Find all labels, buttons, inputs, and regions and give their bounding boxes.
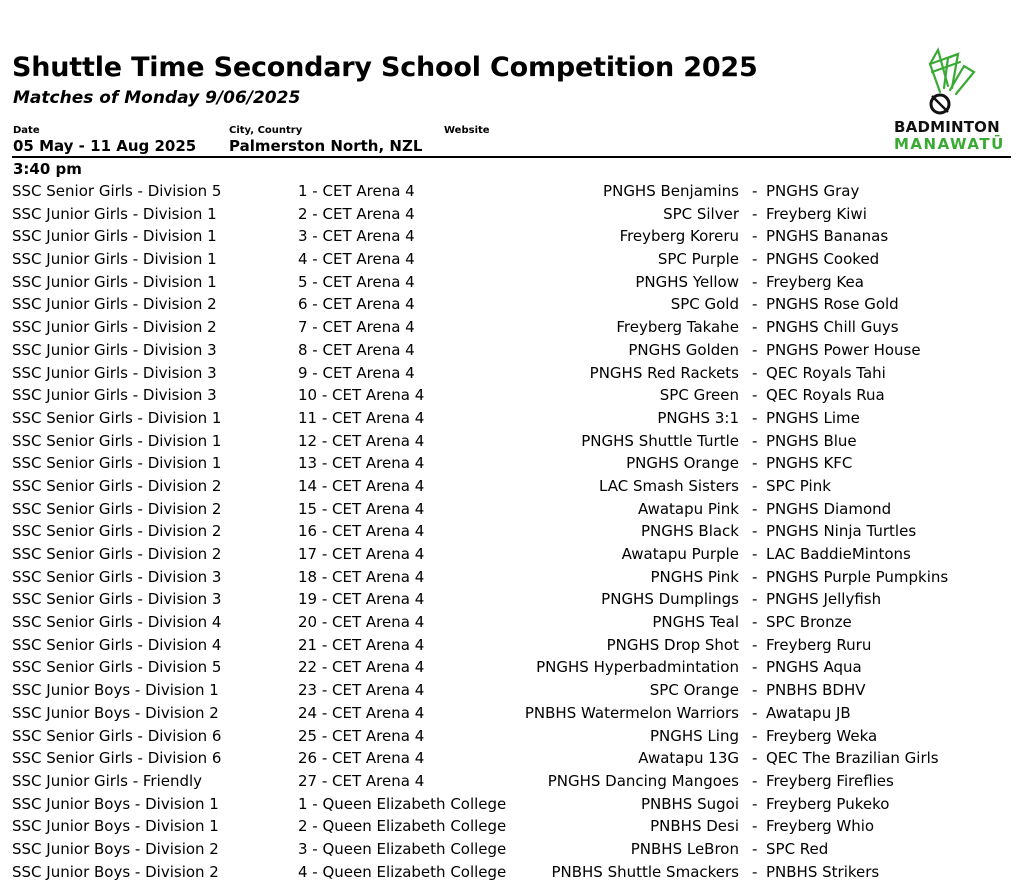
match-row — [0, 543, 1018, 566]
match-team1: PNGHS 3:1 — [657, 408, 739, 427]
match-team1: PNBHS Sugoi — [640, 794, 739, 813]
match-team1: SPC Gold — [670, 295, 739, 314]
match-separator: - — [752, 839, 758, 858]
match-separator: - — [752, 703, 758, 722]
match-team2: PNGHS Aqua — [766, 658, 862, 677]
match-team2: PNGHS Power House — [766, 340, 921, 359]
match-row — [0, 248, 1018, 271]
match-event: SSC Junior Boys - Division 2 — [12, 839, 219, 858]
match-row — [0, 793, 1018, 816]
match-court: 20 - CET Arena 4 — [298, 613, 425, 632]
match-event: SSC Senior Girls - Division 5 — [12, 182, 222, 200]
match-separator: - — [752, 386, 758, 405]
match-separator: - — [752, 204, 758, 223]
match-separator: - — [752, 408, 758, 427]
match-team1: PNGHS Orange — [626, 454, 739, 473]
match-team1: SPC Green — [659, 386, 739, 405]
match-event: SSC Senior Girls - Division 4 — [12, 635, 222, 654]
match-team1: PNGHS Pink — [650, 567, 739, 586]
match-team2: PNGHS Rose Gold — [766, 295, 899, 314]
match-court: 3 - CET Arena 4 — [298, 227, 415, 246]
match-team2: PNGHS Jellyfish — [766, 590, 882, 609]
match-row — [0, 861, 1018, 884]
match-row — [0, 293, 1018, 316]
match-row — [0, 271, 1018, 294]
match-team1: PNGHS Ling — [649, 726, 739, 745]
match-event: SSC Junior Girls - Division 1 — [12, 250, 217, 269]
match-team2: LAC BaddieMintons — [766, 545, 911, 563]
match-separator: - — [752, 726, 758, 745]
match-row — [0, 384, 1018, 407]
match-event: SSC Senior Girls - Division 4 — [12, 613, 222, 632]
date-value: 05 May - 11 Aug 2025 — [13, 137, 197, 155]
match-separator: - — [752, 454, 758, 473]
match-separator: - — [752, 635, 758, 654]
match-court: 8 - CET Arena 4 — [298, 340, 415, 359]
match-team1: PNBHS Shuttle Smackers — [551, 862, 739, 881]
match-court: 24 - CET Arena 4 — [298, 703, 425, 722]
match-event: SSC Junior Boys - Division 1 — [12, 817, 219, 836]
match-separator: - — [752, 771, 758, 790]
match-court: 11 - CET Arena 4 — [298, 408, 425, 427]
match-event: SSC Junior Girls - Division 1 — [12, 272, 217, 291]
match-separator: - — [752, 522, 758, 541]
logo-text-badminton: BADMINTON — [894, 118, 1000, 136]
match-court: 10 - CET Arena 4 — [298, 386, 425, 405]
match-event: SSC Junior Girls - Division 3 — [12, 340, 217, 359]
match-separator: - — [752, 227, 758, 246]
match-event: SSC Junior Girls - Division 1 — [12, 204, 217, 223]
match-team1: LAC Smash Sisters — [599, 476, 739, 495]
match-row — [0, 498, 1018, 521]
match-court: 12 - CET Arena 4 — [298, 431, 425, 450]
match-team1: Awatapu 13G — [638, 749, 739, 768]
match-court: 14 - CET Arena 4 — [298, 476, 425, 495]
match-team1: Freyberg Koreru — [619, 227, 739, 246]
match-separator: - — [752, 749, 758, 768]
match-team2: PNGHS Chill Guys — [766, 318, 899, 337]
match-team2: PNGHS Ninja Turtles — [766, 522, 917, 541]
match-event: SSC Senior Girls - Division 2 — [12, 499, 222, 518]
match-team1: PNGHS Golden — [628, 340, 739, 359]
match-team1: Awatapu Pink — [637, 499, 739, 518]
match-separator: - — [752, 545, 758, 563]
match-team1: PNGHS Yellow — [635, 272, 739, 291]
match-team1: PNGHS Black — [640, 522, 739, 541]
match-row — [0, 520, 1018, 543]
match-team2: PNGHS KFC — [766, 454, 853, 473]
match-separator: - — [752, 567, 758, 586]
match-court: 23 - CET Arena 4 — [298, 681, 425, 700]
match-row — [0, 225, 1018, 248]
match-court: 4 - CET Arena 4 — [298, 250, 415, 269]
match-team1: PNBHS Desi — [650, 817, 739, 836]
match-row — [0, 725, 1018, 748]
match-event: SSC Senior Girls - Division 5 — [12, 658, 222, 677]
match-team1: Freyberg Takahe — [616, 318, 739, 337]
page-subtitle: Matches of Monday 9/06/2025 — [13, 88, 301, 108]
match-team2: PNGHS Purple Pumpkins — [766, 567, 949, 586]
city-value: Palmerston North, NZL — [229, 137, 423, 155]
match-separator: - — [752, 295, 758, 314]
match-row — [0, 566, 1018, 589]
match-row — [0, 634, 1018, 657]
match-team1: SPC Purple — [657, 250, 739, 269]
match-row — [0, 203, 1018, 226]
match-court: 18 - CET Arena 4 — [298, 567, 425, 586]
match-event: SSC Junior Girls - Division 2 — [12, 318, 217, 337]
match-team1: PNGHS Dancing Mangoes — [547, 771, 739, 790]
match-row — [0, 838, 1018, 861]
match-event: SSC Senior Girls - Division 6 — [12, 749, 222, 768]
match-team2: Freyberg Fireflies — [766, 771, 894, 790]
match-separator: - — [752, 318, 758, 337]
match-team1: PNGHS Red Rackets — [589, 363, 739, 382]
match-court: 6 - CET Arena 4 — [298, 295, 415, 314]
match-separator: - — [752, 431, 758, 450]
match-separator: - — [752, 340, 758, 359]
match-row — [0, 316, 1018, 339]
match-team1: PNGHS Hyperbadmintation — [536, 658, 739, 677]
match-separator: - — [752, 499, 758, 518]
website-label: Website — [444, 125, 490, 136]
page-title: Shuttle Time Secondary School Competition 2025 — [12, 52, 758, 83]
match-team2: PNGHS Cooked — [766, 250, 880, 269]
match-court: 16 - CET Arena 4 — [298, 522, 425, 541]
match-team2: QEC The Brazilian Girls — [766, 749, 939, 768]
match-separator: - — [752, 862, 758, 881]
match-team1: PNGHS Shuttle Turtle — [581, 431, 739, 450]
match-row — [0, 588, 1018, 611]
match-row — [0, 407, 1018, 430]
match-row — [0, 656, 1018, 679]
match-team2: PNBHS BDHV — [766, 681, 866, 700]
match-row — [0, 770, 1018, 793]
match-court: 15 - CET Arena 4 — [298, 499, 425, 518]
match-event: SSC Junior Girls - Friendly — [12, 771, 203, 790]
match-event: SSC Junior Girls - Division 3 — [12, 363, 217, 382]
match-event: SSC Junior Boys - Division 1 — [12, 681, 219, 700]
match-team2: Freyberg Whio — [766, 817, 875, 836]
match-court: 1 - CET Arena 4 — [298, 182, 415, 200]
match-separator: - — [752, 613, 758, 632]
match-separator: - — [752, 658, 758, 677]
logo-text-manawatu: MANAWATŪ — [894, 135, 1005, 153]
match-separator: - — [752, 250, 758, 269]
match-event: SSC Junior Boys - Division 1 — [12, 794, 219, 813]
match-court: 26 - CET Arena 4 — [298, 749, 425, 768]
match-court: 7 - CET Arena 4 — [298, 318, 415, 337]
match-event: SSC Junior Girls - Division 2 — [12, 295, 217, 314]
match-team2: PNGHS Bananas — [766, 227, 889, 246]
match-separator: - — [752, 363, 758, 382]
match-team2: PNBHS Strikers — [766, 862, 880, 881]
match-list — [0, 180, 1018, 883]
match-team2: PNGHS Lime — [766, 408, 860, 427]
match-team2: PNGHS Gray — [766, 182, 860, 200]
match-row — [0, 339, 1018, 362]
match-event: SSC Senior Girls - Division 2 — [12, 476, 222, 495]
match-court: 13 - CET Arena 4 — [298, 454, 425, 473]
match-court: 2 - CET Arena 4 — [298, 204, 415, 223]
match-team2: Freyberg Ruru — [766, 635, 872, 654]
match-team1: PNBHS LeBron — [630, 839, 739, 858]
city-label: City, Country — [229, 125, 303, 136]
match-separator: - — [752, 817, 758, 836]
match-team2: SPC Red — [766, 839, 829, 858]
match-team2: SPC Pink — [766, 476, 831, 495]
match-court: 25 - CET Arena 4 — [298, 726, 425, 745]
match-court: 17 - CET Arena 4 — [298, 545, 425, 563]
match-row — [0, 702, 1018, 725]
match-court: 9 - CET Arena 4 — [298, 363, 415, 382]
match-event: SSC Senior Girls - Division 1 — [12, 408, 222, 427]
match-row — [0, 180, 1018, 203]
match-row — [0, 452, 1018, 475]
match-separator: - — [752, 476, 758, 495]
match-event: SSC Senior Girls - Division 1 — [12, 454, 222, 473]
match-team2: QEC Royals Tahi — [766, 363, 886, 382]
match-row — [0, 362, 1018, 385]
match-team1: PNGHS Benjamins — [603, 182, 739, 200]
match-court: 22 - CET Arena 4 — [298, 658, 425, 677]
match-court: 1 - Queen Elizabeth College — [298, 794, 507, 813]
match-separator: - — [752, 794, 758, 813]
match-event: SSC Junior Girls - Division 1 — [12, 227, 217, 246]
match-court: 3 - Queen Elizabeth College — [298, 839, 507, 858]
match-event: SSC Senior Girls - Division 2 — [12, 522, 222, 541]
match-team1: SPC Orange — [649, 681, 739, 700]
match-court: 19 - CET Arena 4 — [298, 590, 425, 609]
match-team2: Freyberg Weka — [766, 726, 878, 745]
match-team1: PNBHS Watermelon Warriors — [524, 703, 739, 722]
match-team1: PNGHS Drop Shot — [606, 635, 739, 654]
match-row — [0, 475, 1018, 498]
match-team2: Freyberg Kea — [766, 272, 864, 291]
match-team2: PNGHS Blue — [766, 431, 857, 450]
match-team1: SPC Silver — [663, 204, 739, 223]
match-event: SSC Senior Girls - Division 1 — [12, 431, 222, 450]
match-court: 27 - CET Arena 4 — [298, 771, 425, 790]
match-team1: Awatapu Purple — [621, 545, 739, 563]
match-event: SSC Senior Girls - Division 3 — [12, 590, 222, 609]
match-event: SSC Junior Girls - Division 3 — [12, 386, 217, 405]
match-row — [0, 747, 1018, 770]
match-court: 2 - Queen Elizabeth College — [298, 817, 507, 836]
match-row — [0, 430, 1018, 453]
match-team2: PNGHS Diamond — [766, 499, 892, 518]
date-label: Date — [13, 125, 40, 136]
match-court: 5 - CET Arena 4 — [298, 272, 415, 291]
match-team2: SPC Bronze — [766, 613, 852, 632]
time-slot-heading: 3:40 pm — [13, 160, 82, 178]
match-row — [0, 679, 1018, 702]
match-team2: Freyberg Kiwi — [766, 204, 867, 223]
match-row — [0, 815, 1018, 838]
match-team2: Freyberg Pukeko — [766, 794, 890, 813]
match-event: SSC Junior Boys - Division 2 — [12, 862, 219, 881]
match-event: SSC Senior Girls - Division 3 — [12, 567, 222, 586]
match-event: SSC Junior Boys - Division 2 — [12, 703, 219, 722]
match-event: SSC Senior Girls - Division 2 — [12, 545, 222, 563]
match-separator: - — [752, 272, 758, 291]
match-separator: - — [752, 182, 758, 200]
shuttlecock-icon — [920, 46, 992, 118]
match-team1: PNGHS Teal — [652, 613, 739, 632]
match-separator: - — [752, 681, 758, 700]
match-separator: - — [752, 590, 758, 609]
match-team2: Awatapu JB — [766, 703, 851, 722]
match-court: 21 - CET Arena 4 — [298, 635, 425, 654]
header-divider — [12, 156, 1011, 158]
match-court: 4 - Queen Elizabeth College — [298, 862, 507, 881]
match-team2: QEC Royals Rua — [766, 386, 885, 405]
match-event: SSC Senior Girls - Division 6 — [12, 726, 222, 745]
match-row — [0, 611, 1018, 634]
badminton-manawatu-logo — [890, 46, 1010, 156]
match-team1: PNGHS Dumplings — [601, 590, 739, 609]
